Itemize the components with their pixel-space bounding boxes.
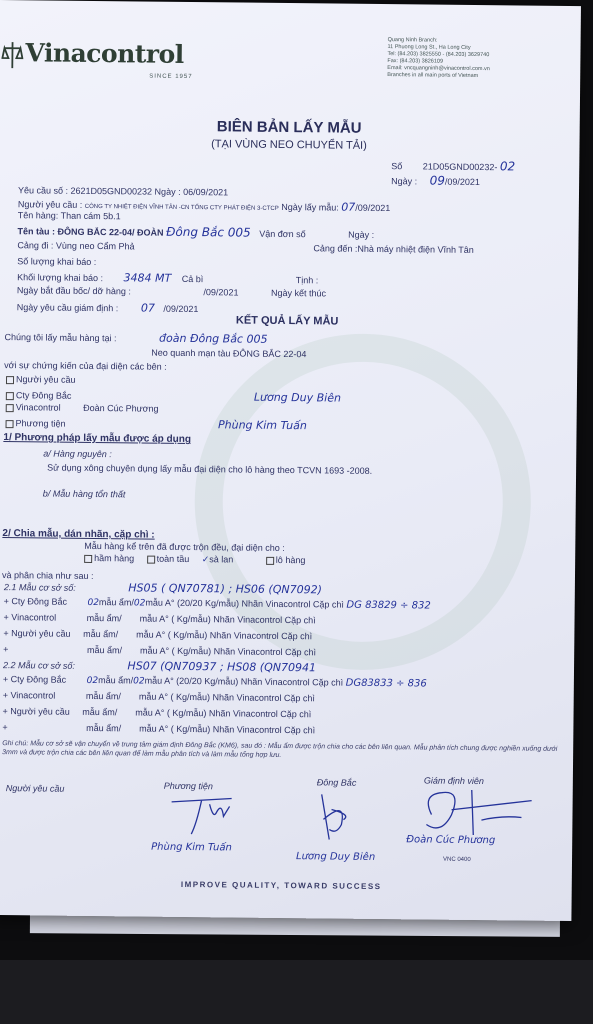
group-row (3, 674, 427, 689)
branch-line: Tel: (84.203) 3825550 - (84.203) 3629740 (387, 51, 490, 59)
group-so-hand: HS07 (QN70937 ; HS08 (QN70941 (127, 659, 317, 675)
chung-toi-label: Chúng tôi lấy mẫu hàng tại : (4, 332, 117, 344)
ngay-giam-dinh-rest: /09/2021 (163, 303, 199, 315)
sig-label-giam-dinh-vien: Giám định viên (423, 775, 484, 787)
branch-line: Branches in all main ports of Vietnam (387, 72, 479, 80)
row-text2: mẫu A° ( Kg/mẫu) Nhãn Vinacontrol Cặp chì (136, 629, 313, 642)
branch-line: Quang Ninh Branch: (387, 37, 438, 44)
group-row (2, 722, 315, 735)
khoi-luong-label: Khối lượng khai báo : (17, 272, 104, 284)
row-text1: mẫu ẩm/ (83, 628, 119, 640)
section2-options (84, 553, 305, 566)
ket-qua-heading: KẾT QUẢ LẤY MẪU (235, 314, 339, 328)
ngay-handwritten: 09 (429, 173, 446, 188)
tinh-label: Tịnh : (295, 275, 319, 286)
row-text2: mẫu A° ( Kg/mẫu) Nhãn Vinacontrol Cặp chì (139, 723, 316, 736)
section2-intro: Mẫu hàng kể trên đã được trộn đều, đại diện cho : (84, 540, 285, 554)
sig-name-giam-dinh-vien: Đoàn Cúc Phương (406, 834, 496, 847)
checkbox-icon (147, 555, 155, 563)
group-row (3, 644, 316, 657)
row-party: + Vinacontrol (3, 612, 57, 623)
so-luong: Số lượng khai báo : (17, 256, 97, 268)
checkmark-icon: ✓ (201, 554, 210, 565)
row-party: + Người yêu cầu (3, 628, 71, 639)
checkbox-icon (6, 392, 14, 400)
nguoi-yeu-cau-value: CÔNG TY NHIỆT ĐIỆN VĨNH TÂN -CN TỔNG CTY PHÁT ĐIỆN 3-CTCP (84, 203, 279, 212)
group-so-row (3, 658, 316, 674)
party-hand: Lương Duy Biên (253, 390, 342, 405)
ten-tau-label: Tên tàu : ĐÔNG BẮC 22-04/ ĐOÀN (17, 226, 164, 238)
option-label: toàn tầu (156, 553, 190, 565)
party-label: Vinacontrol (15, 402, 61, 413)
ngay-ket-thuc-label: Ngày kết thúc (270, 287, 327, 299)
party-hand: Phùng Kim Tuấn (217, 418, 307, 433)
ngay-lay-mau-hand: 07 (341, 200, 356, 214)
document-subtitle: (TẠI VÙNG NEO CHUYỂN TẢI) (211, 138, 367, 152)
party-label: Cty Đông Bắc (15, 390, 72, 401)
row-hand: DG83833 ÷ 836 (345, 677, 427, 690)
phan-chia: và phân chia như sau : (1, 570, 94, 582)
signature-dong-bac (301, 789, 392, 860)
ngay-rest: /09/2021 (444, 176, 481, 188)
row-text1: mẫu ẩm/ (86, 644, 123, 656)
khoi-luong-row (17, 270, 318, 286)
chung-toi-hand: đoàn Đông Bắc 005 (158, 331, 268, 346)
table-surface (0, 960, 593, 1024)
ngay-lay-mau-label: Ngày lấy mẫu: (281, 201, 339, 213)
ten-hang: Tên hàng: Than cám 5b.1 (17, 210, 121, 222)
row-text2: mẫu A° (20/20 Kg/mẫu) Nhãn Vinacontrol Cặp chì (145, 597, 345, 610)
van-don-label: Vận đơn số (259, 228, 306, 240)
footer-slogan: IMPROVE QUALITY, TOWARD SUCCESS (180, 879, 382, 892)
row-text1: mẫu ẩm/ (86, 722, 122, 734)
khoi-luong-hand: 3484 MT (123, 271, 172, 285)
branch-line: Fax: (84.203) 3826109 (387, 58, 444, 65)
chung-kien: với sự chứng kiến của đại diện các bên : (4, 360, 167, 372)
group-so-label: 2.2 Mẫu cơ sở số: (2, 660, 76, 671)
row-text2: mẫu A° ( Kg/mẫu) Nhãn Vinacontrol Cặp chì (139, 613, 316, 626)
cang-den: Cảng đến :Nhà máy nhiệt điện Vĩnh Tân (313, 243, 474, 255)
doc-date (391, 173, 480, 188)
row-count: 02 (86, 675, 99, 687)
logo-text: Vinacontrol (25, 38, 184, 69)
ten-tau-row (18, 223, 375, 241)
ngay-bat-dau-rest: /09/2021 (203, 287, 239, 298)
row-text1: mẫu ẩm/ (82, 706, 118, 718)
ngay-label-2: Ngày : (348, 229, 375, 240)
row-text1: mẫu ẩm/ (98, 675, 134, 686)
option-label: lô hàng (275, 554, 306, 566)
row-count2: 02 (133, 676, 145, 687)
ghi-chu: Ghi chú: Mẫu cơ sở sẽ vận chuyển về trung tâm giám định Đông Bắc (KM6), sau đó : Mẫu ẩm được trộn chia cho các bên liên quan. Mẫu phân tích chung được nghiền xuống dưới 3mm và được trộn chia các bên liên quan để làm mẫu phân tích và làm mẫu tổng hợp lưu. (2, 740, 558, 759)
section2-heading: 2/ Chia mẫu, dán nhãn, cặp chì : (2, 528, 155, 541)
cang-di: Cảng đi : Vùng neo Cẩm Phả (17, 240, 135, 252)
so-label: Số (391, 161, 403, 172)
party-label: Người yêu cầu (15, 374, 76, 385)
checkbox-icon (6, 404, 14, 412)
ngay-bat-dau-row (17, 285, 326, 298)
checkbox-icon (6, 420, 14, 428)
ngay-giam-dinh-hand: 07 (140, 301, 155, 315)
sig-label-phuong-tien: Phương tiện (163, 780, 214, 792)
branch-line: 11 Phuong Long St., Ha Long City (387, 44, 471, 51)
row-hand: DG 83829 ÷ 832 (346, 599, 431, 612)
row-party: + Vinacontrol (2, 690, 56, 701)
party-row (6, 416, 307, 432)
party-label: Phương tiện (15, 418, 66, 429)
group-row (3, 628, 312, 641)
branch-line: Email: vncquangninh@vinacontrol.com.vn (387, 65, 490, 73)
checkbox-icon (84, 555, 92, 563)
checkbox-icon (266, 556, 274, 564)
nguoi-yeu-cau-label: Người yêu cầu : (17, 199, 83, 210)
group-so-label: 2.1 Mẫu cơ sở số: (3, 582, 76, 593)
vinacontrol-logo-icon (1, 40, 23, 70)
ngay-lay-mau-rest: /09/2021 (355, 202, 391, 214)
logo-since: SINCE 1957 (149, 73, 193, 81)
party-value: Đoàn Cúc Phương (83, 402, 159, 414)
ngay-giam-dinh-label: Ngày yêu cầu giám định : (16, 302, 119, 314)
ca-bi-label: Cả bì (181, 273, 204, 285)
party-row (6, 402, 159, 414)
signature-phuong-tien (161, 794, 272, 845)
section1-heading: 1/ Phương pháp lấy mẫu được áp dụng (3, 432, 192, 446)
option-label: hầm hàng (94, 553, 135, 564)
ten-tau-hand: Đông Bắc 005 (166, 224, 251, 240)
row-text1: mẫu ẩm/ (86, 612, 122, 624)
chung-toi-row (4, 330, 267, 346)
group-so-row (4, 580, 322, 596)
branch-info (387, 37, 577, 81)
row-party: + Cty Đông Bắc (2, 674, 67, 685)
row-party: + (2, 722, 8, 733)
neo-quanh: Neo quanh mạn tàu ĐÔNG BẮC 22-04 (151, 347, 307, 360)
sig-label-nguoi-yeu-cau: Người yêu cầu (5, 783, 65, 794)
ngay-bat-dau-label: Ngày bắt đầu bốc/ dỡ hàng : (16, 285, 131, 297)
row-party: + Người yêu cầu (2, 706, 70, 717)
sig-name-phuong-tien: Phùng Kim Tuấn (151, 841, 232, 854)
section1-a: a/ Hàng nguyên : (43, 448, 112, 460)
yeu-cau-so: Yêu cầu số : 2621D05GND00232 Ngày : 06/09/2021 (17, 185, 229, 198)
group-row (3, 690, 315, 703)
row-party: + Cty Đông Bắc (3, 596, 68, 607)
checkbox-icon (6, 376, 14, 384)
sig-label-dong-bac: Đông Bắc (316, 777, 357, 788)
section1-a-text: Sử dụng xông chuyên dụng lấy mẫu đại diện cho lô hàng theo TCVN 1693 -2008. (47, 462, 373, 476)
row-text2: mẫu A° ( Kg/mẫu) Nhãn Vinacontrol Cặp chì (138, 691, 315, 704)
row-text2: mẫu A° ( Kg/mẫu) Nhãn Vinacontrol Cặp chì (139, 645, 317, 658)
doc-number (391, 158, 515, 173)
row-party: + (3, 644, 9, 655)
row-count2: 02 (133, 598, 146, 609)
so-value: 21D05GND00232- (422, 161, 498, 173)
option-label: sà lan (209, 554, 234, 565)
row-text2: mẫu A° ( Kg/mẫu) Nhãn Vinacontrol Cặp chì (135, 707, 312, 720)
row-text2: mẫu A° (20/20 Kg/mẫu) Nhãn Vinacontrol Cặp chì (144, 675, 344, 688)
sig-name-dong-bac: Lương Duy Biên (295, 851, 376, 863)
section1-b: b/ Mẫu hàng tổn thất (42, 488, 126, 500)
row-text1: mẫu ẩm/ (85, 690, 121, 702)
row-count: 02 (87, 597, 99, 609)
document-title: BIÊN BẢN LẤY MẪU (216, 118, 362, 137)
group-so-hand: HS05 ( QN70781) ; HS06 (QN7092) (128, 581, 322, 597)
group-row (3, 706, 312, 719)
party-row (6, 374, 76, 385)
group-row (3, 612, 315, 625)
vnc-code: VNC 0400 (442, 856, 471, 863)
ngay-label: Ngày : (391, 176, 418, 187)
so-handwritten: 02 (499, 159, 516, 174)
row-text1: mẫu ẩm/ (98, 597, 135, 608)
